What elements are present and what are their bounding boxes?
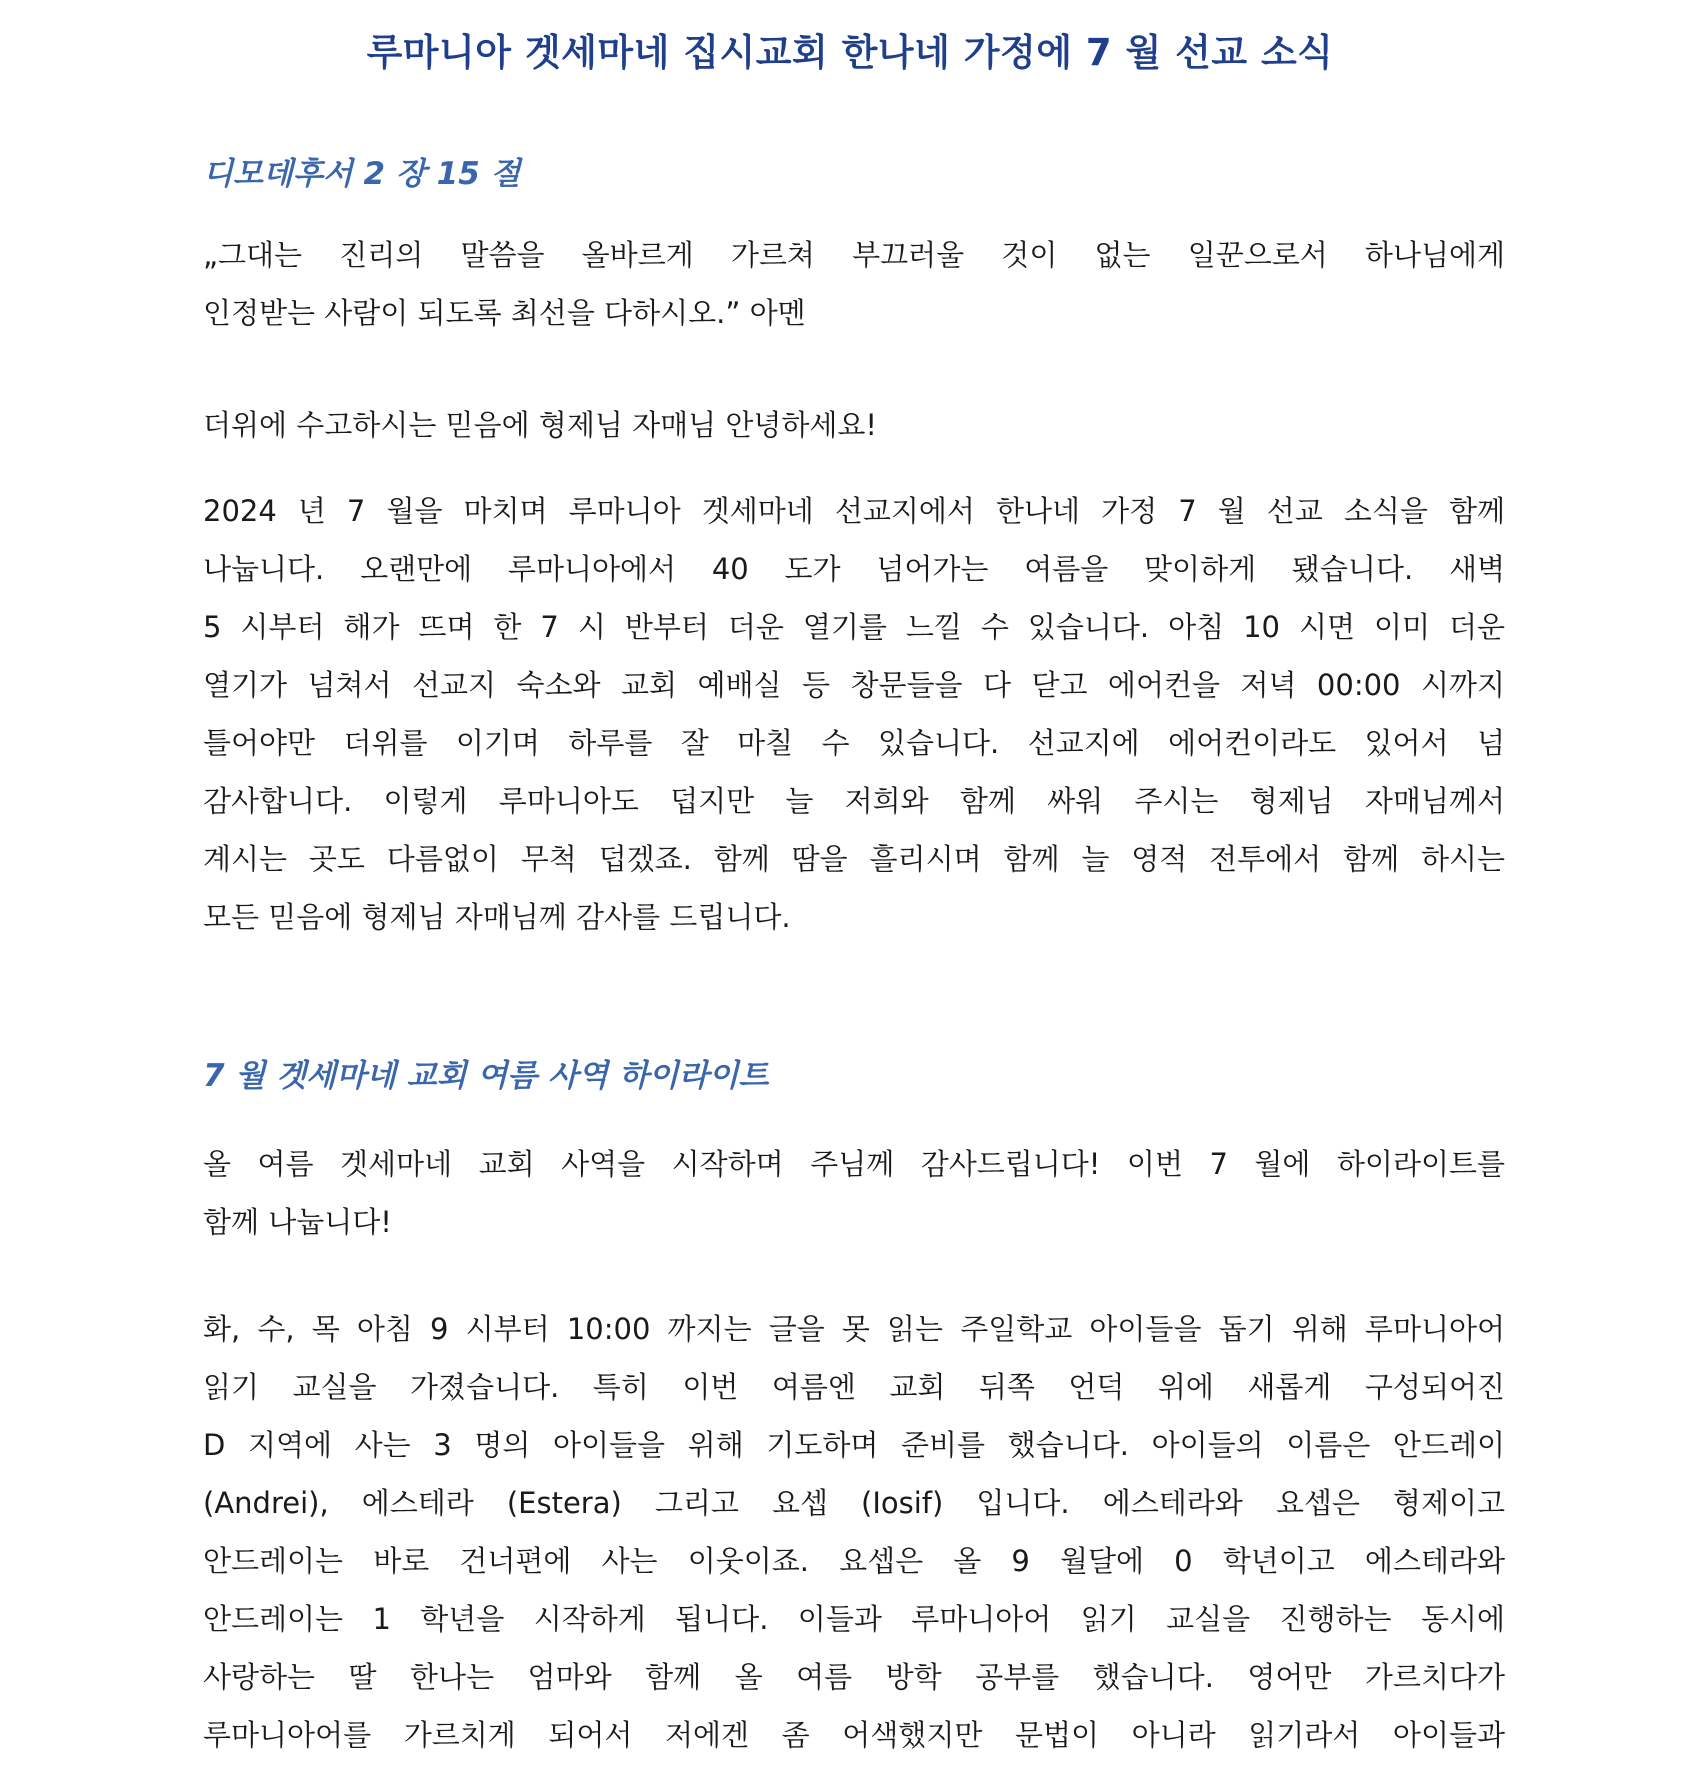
- highlight-intro-line: 함께 나눕니다!: [203, 1205, 392, 1239]
- reading-class-paragraph: [203, 1300, 1505, 1764]
- intro-line: 5 시부터 해가 뜨며 한 7 시 반부터 더운 열기를 느낄 수 있습니다. 아침 10 시면 이미 더운: [203, 610, 1505, 644]
- reading-line: 안드레이는 1 학년을 시작하게 됩니다. 이들과 루마니아어 읽기 교실을 진행하는 동시에: [203, 1602, 1505, 1636]
- reading-line: D 지역에 사는 3 명의 아이들을 위해 기도하며 준비를 했습니다. 아이들의 이름은 안드레이: [203, 1428, 1505, 1462]
- page-title: 루마니아 겟세마네 집시교회 한나네 가정에 7 월 선교 소식: [366, 31, 1334, 74]
- highlight-intro-line: 올 여름 겟세마네 교회 사역을 시작하며 주님께 감사드립니다! 이번 7 월에 하이라이트를: [203, 1147, 1505, 1181]
- intro-line: 틀어야만 더위를 이기며 하루를 잘 마칠 수 있습니다. 선교지에 에어컨이라도 있어서 넘: [203, 726, 1505, 760]
- greeting-line: 더위에 수고하시는 믿음에 형제님 자매님 안녕하세요!: [203, 408, 878, 442]
- intro-line: 감사합니다. 이렇게 루마니아도 덥지만 늘 저희와 함께 싸워 주시는 형제님 자매님께서: [203, 784, 1505, 818]
- reading-line: 안드레이는 바로 건너편에 사는 이웃이죠. 요셉은 올 9 월달에 0 학년이고 에스테라와: [203, 1544, 1505, 1578]
- reading-line: 사랑하는 딸 한나는 엄마와 함께 올 여름 방학 공부를 했습니다. 영어만 가르치다가: [203, 1660, 1505, 1694]
- reading-line: (Andrei), 에스테라 (Estera) 그리고 요셉 (Iosif) 입니다. 에스테라와 요셉은 형제이고: [203, 1486, 1505, 1520]
- intro-line: 모든 믿음에 형제님 자매님께 감사를 드립니다.: [203, 900, 791, 934]
- verse-heading: 디모데후서 2 장 15 절: [203, 156, 521, 192]
- reading-line: 루마니아어를 가르치게 되어서 저에겐 좀 어색했지만 문법이 아니라 읽기라서 아이들과: [203, 1718, 1505, 1752]
- highlight-heading: 7 월 겟세마네 교회 여름 사역 하이라이트: [203, 1058, 769, 1094]
- verse-paragraph: [203, 226, 1505, 342]
- highlight-intro-paragraph: [203, 1135, 1505, 1251]
- intro-line: 열기가 넘쳐서 선교지 숙소와 교회 예배실 등 창문들을 다 닫고 에어컨을 저녁 00:00 시까지: [203, 668, 1505, 702]
- intro-line: 나눕니다. 오랜만에 루마니아에서 40 도가 넘어가는 여름을 맞이하게 됐습니다. 새벽: [203, 552, 1505, 586]
- verse-line: 인정받는 사람이 되도록 최선을 다하시오.” 아멘: [203, 296, 806, 330]
- intro-line: 2024 년 7 월을 마치며 루마니아 겟세마네 선교지에서 한나네 가정 7 월 선교 소식을 함께: [203, 494, 1505, 528]
- verse-line: „그대는 진리의 말씀을 올바르게 가르쳐 부끄러울 것이 없는 일꾼으로서 하나님에게: [203, 238, 1505, 272]
- intro-paragraph: [203, 482, 1505, 946]
- reading-line: 읽기 교실을 가졌습니다. 특히 이번 여름엔 교회 뒤쪽 언덕 위에 새롭게 구성되어진: [203, 1370, 1505, 1404]
- greeting-paragraph: [203, 396, 1505, 454]
- intro-line: 계시는 곳도 다름없이 무척 덥겠죠. 함께 땀을 흘리시며 함께 늘 영적 전투에서 함께 하시는: [203, 842, 1505, 876]
- reading-line: 화, 수, 목 아침 9 시부터 10:00 까지는 글을 못 읽는 주일학교 아이들을 돕기 위해 루마니아어: [203, 1312, 1505, 1346]
